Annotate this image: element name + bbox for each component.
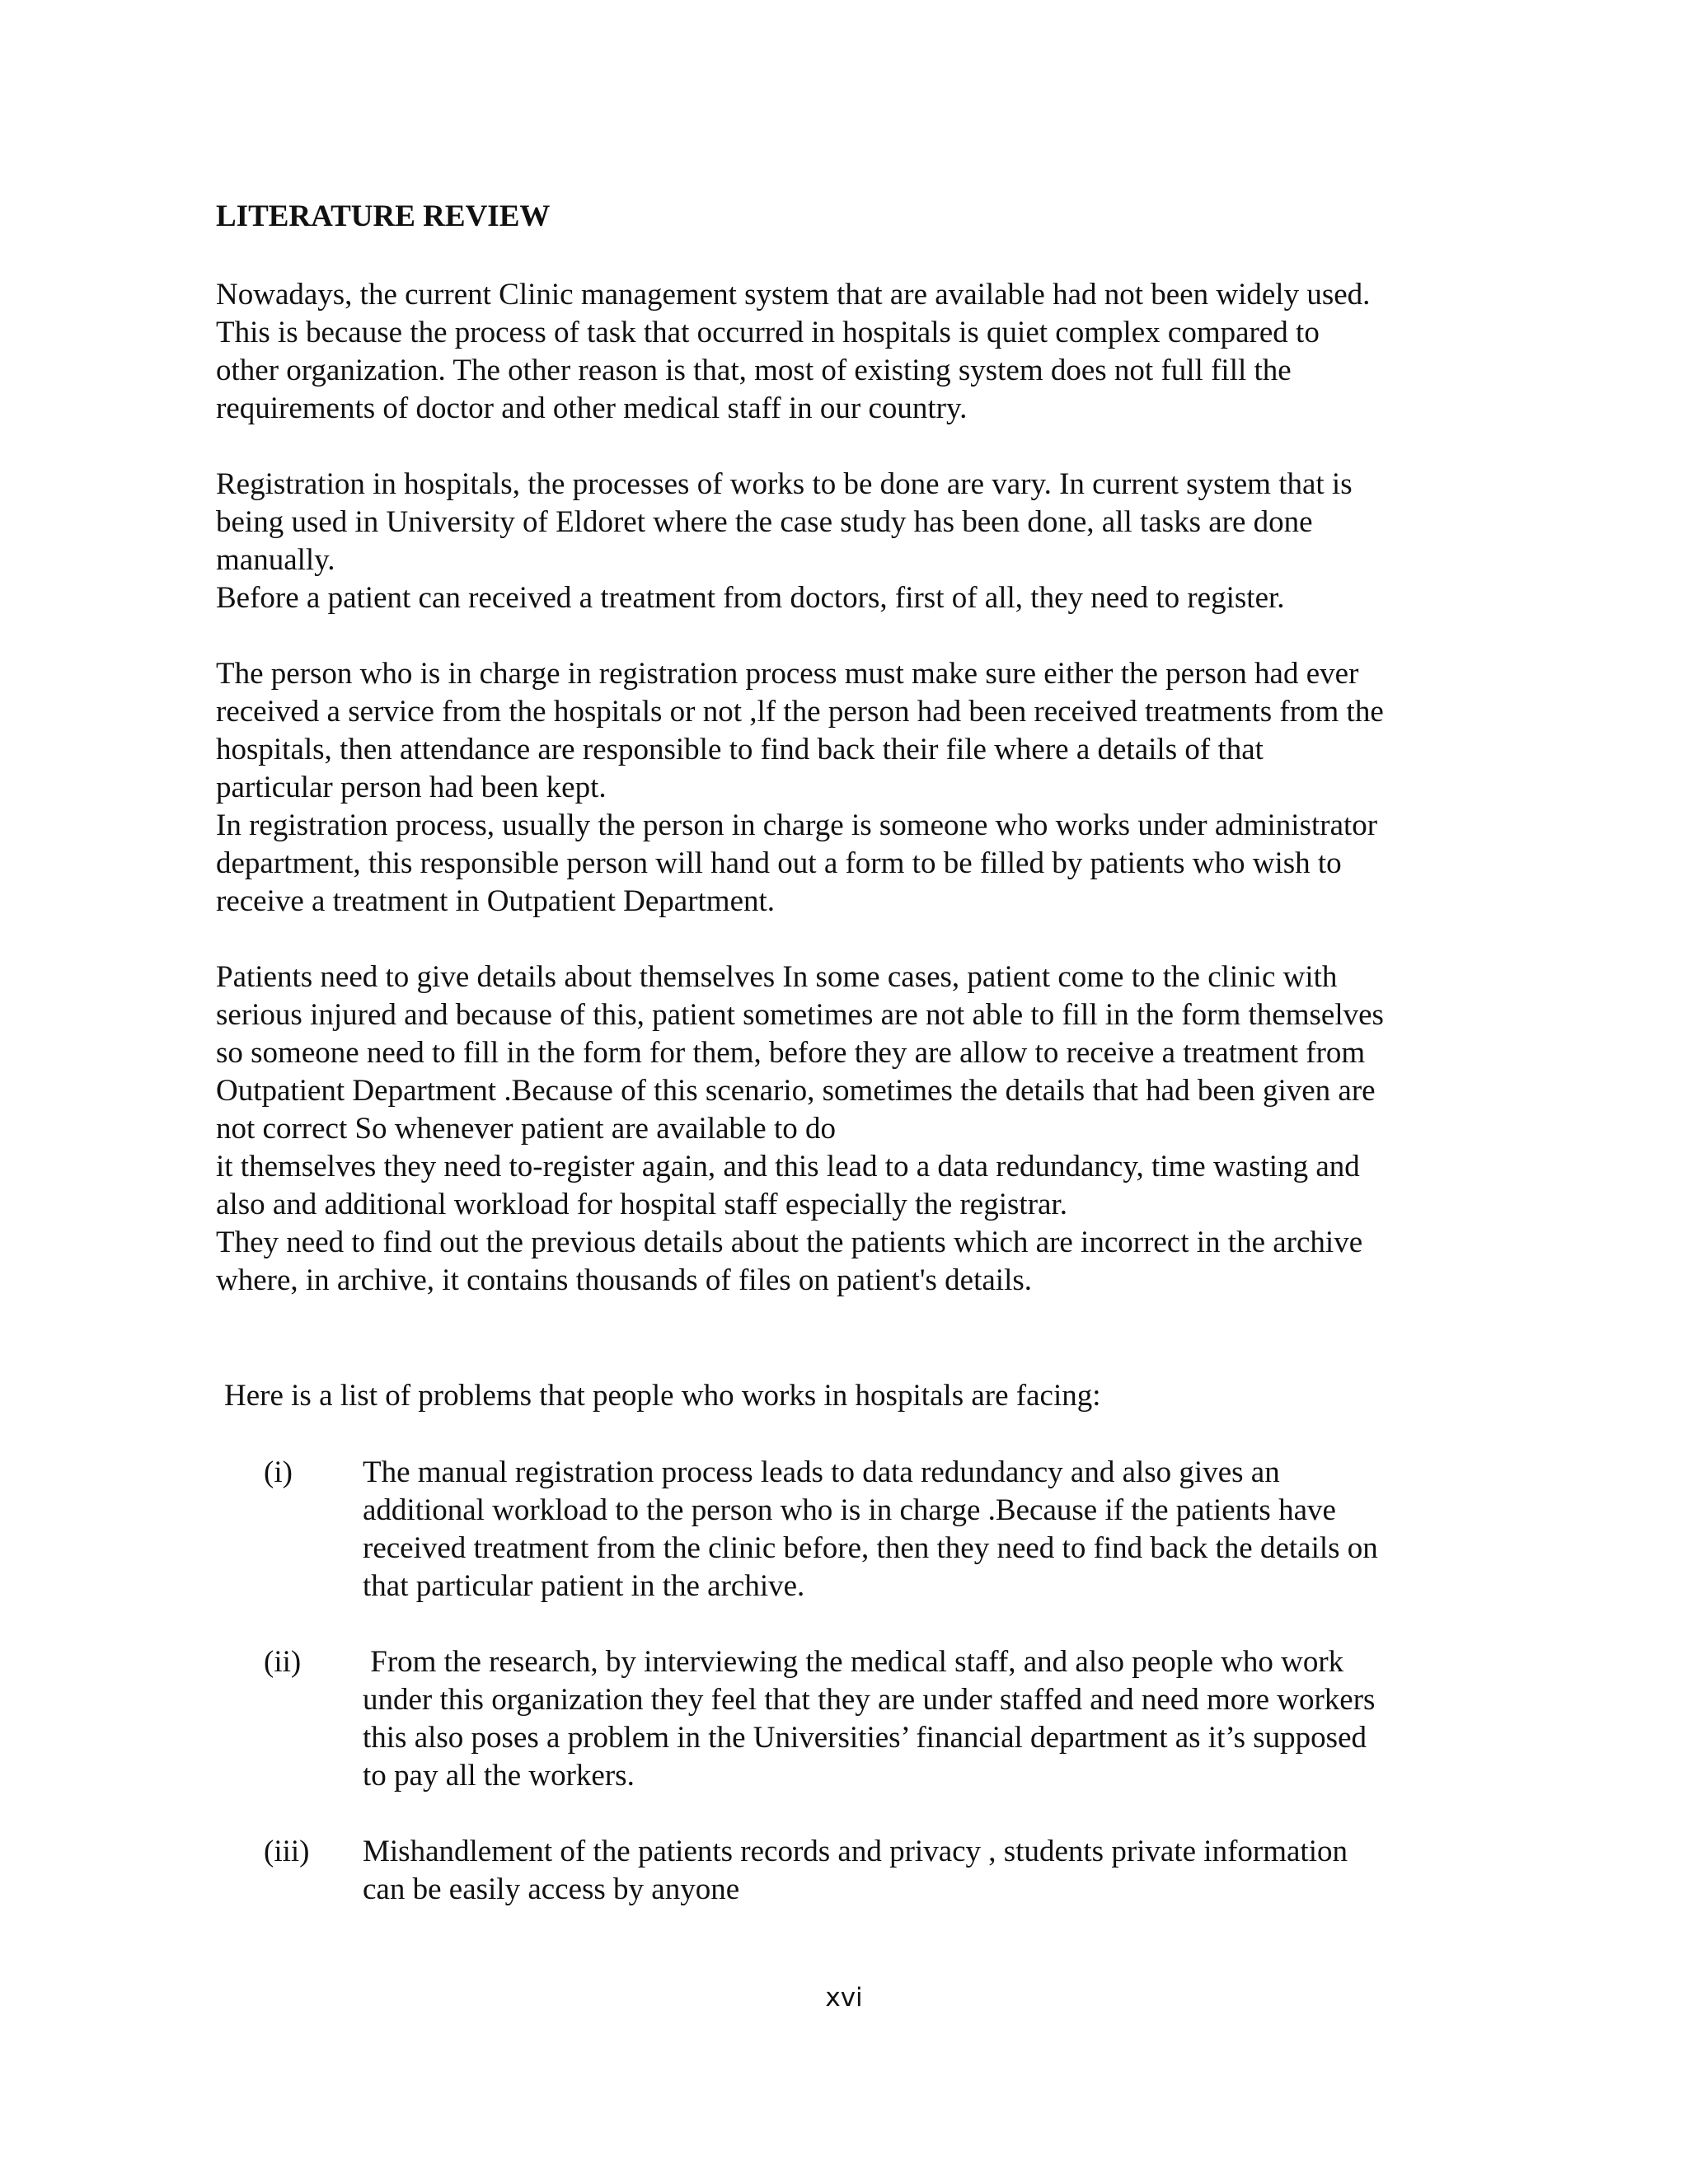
section-heading: LITERATURE REVIEW [216,199,551,233]
paragraph-line: not correct So whenever patient are available to do [216,1112,837,1146]
list-item-text [363,1643,1375,1795]
paragraph-line: Registration in hospitals, the processes of works to be done are vary. In current system that is [216,467,1353,501]
paragraph-line: so someone need to fill in the form for them, before they are allow to receive a treatment from [216,1036,1366,1070]
paragraph-line: department, this responsible person will hand out a form to be filled by patients who wish to [216,846,1342,880]
paragraph-line: Patients need to give details about themselves In some cases, patient come to the clinic with [216,960,1338,994]
list-line: From the research, by interviewing the medical staff, and also people who work [363,1645,1344,1679]
paragraph-1 [216,276,1370,428]
page-number: xvi [825,1983,863,2013]
paragraph-line: Before a patient can received a treatment from doctors, first of all, they need to register. [216,581,1285,615]
paragraph-4 [216,958,1384,1300]
paragraph-line: hospitals, then attendance are responsible to find back their file where a details of that [216,733,1264,766]
list-line: additional workload to the person who is in charge .Because if the patients have [363,1493,1336,1527]
list-line: can be easily access by anyone [363,1872,740,1906]
list-line: Mishandlement of the patients records and privacy , students private information [363,1835,1348,1868]
paragraph-3 [216,655,1384,921]
paragraph-line: They need to find out the previous details about the patients which are incorrect in the archive [216,1226,1363,1259]
paragraph-line: Outpatient Department .Because of this scenario, sometimes the details that had been given are [216,1074,1376,1108]
list-line: that particular patient in the archive. [363,1569,805,1603]
paragraph-line: particular person had been kept. [216,771,607,804]
list-marker: (iii) [264,1835,310,1868]
list-marker: (ii) [264,1645,302,1679]
paragraph-line: other organization. The other reason is that, most of existing system does not full fill the [216,354,1292,387]
paragraph-line: Nowadays, the current Clinic management system that are available had not been widely used. [216,278,1371,312]
paragraph-line: manually. [216,543,335,577]
list-line: to pay all the workers. [363,1759,635,1793]
paragraph-line: receive a treatment in Outpatient Department. [216,884,776,918]
paragraph-line: being used in University of Eldoret where the case study has been done, all tasks are done [216,505,1313,539]
paragraph-line: This is because the process of task that occurred in hospitals is quiet complex compared to [216,316,1320,349]
paragraph-line: where, in archive, it contains thousands of files on patient's details. [216,1263,1033,1297]
list-line: this also poses a problem in the Universities’ financial department as it’s supposed [363,1721,1367,1755]
list-line: received treatment from the clinic before, then they need to find back the details on [363,1531,1378,1565]
list-line: The manual registration process leads to data redundancy and also gives an [363,1455,1280,1489]
paragraph-line: serious injured and because of this, patient sometimes are not able to fill in the form themselves [216,998,1384,1032]
paragraph-line: received a service from the hospitals or not ,lf the person had been received treatments from the [216,695,1384,729]
list-item-text [363,1454,1378,1605]
paragraph-line: The person who is in charge in registration process must make sure either the person had ever [216,657,1359,691]
paragraph-line: requirements of doctor and other medical staff in our country. [216,391,968,425]
paragraph-line: it themselves they need to-register again, and this lead to a data redundancy, time wasting and [216,1150,1360,1183]
paragraph-line: also and additional workload for hospital staff especially the registrar. [216,1188,1067,1221]
list-marker: (i) [264,1455,293,1489]
list-intro: Here is a list of problems that people who works in hospitals are facing: [224,1379,1101,1413]
paragraph-2 [216,466,1353,617]
list-line: under this organization they feel that they are under staffed and need more workers [363,1683,1376,1717]
paragraph-line: In registration process, usually the person in charge is someone who works under administrator [216,808,1378,842]
list-item-text [363,1833,1348,1909]
